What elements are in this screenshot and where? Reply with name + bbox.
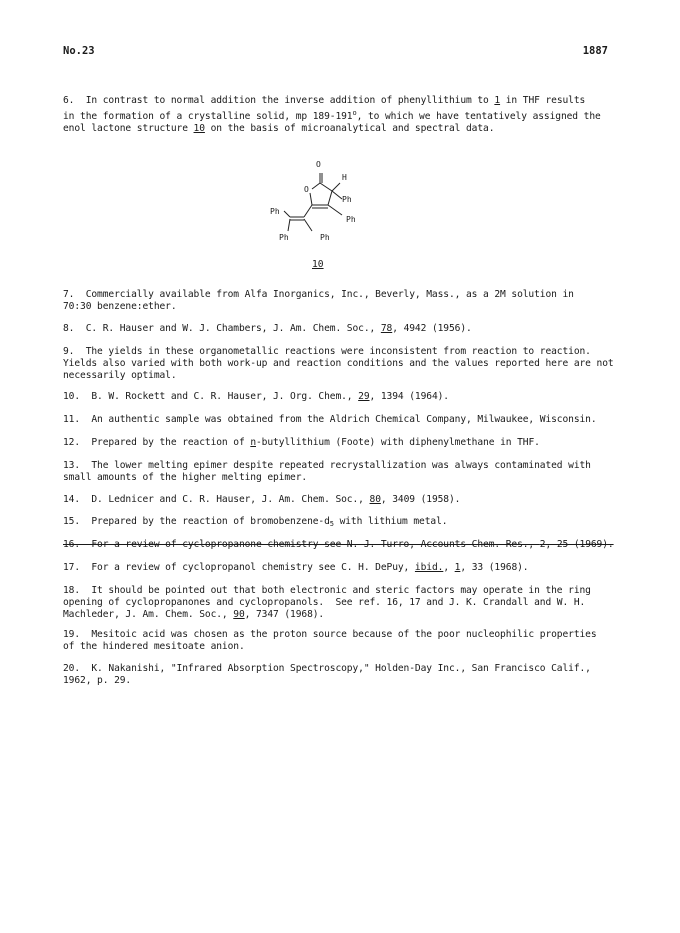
footnote-8-text-b: , 4942 (1956). [392,323,472,334]
footnote-17-text-a: 17. For a review of cyclopropanol chemistry see C. H. DePuy, [63,562,415,573]
footnote-18-volume: 90 [233,609,245,621]
bond-ph-down2 [304,219,312,231]
footnote-20: 20. K. Nakanishi, "Infrared Absorption Spectroscopy," Holden-Day Inc., San Francisco Calif., 1962, p. 29. [63,663,591,687]
footnote-12-text-b: -butyllithium (Foote) with diphenylmethane in THF. [256,437,540,448]
bond-h [332,183,340,191]
bond-ph-down [288,219,290,231]
footnote-10-text-a: 10. B. W. Rockett and C. R. Hauser, J. Org. Chem., [63,391,359,402]
bond-exo [304,205,312,217]
footnote-17-ibid: ibid. [414,562,444,573]
footnote-14-volume: 80 [369,494,381,505]
footnote-17-text-b: , 33 (1968). [460,562,529,573]
issue-number: No.23 [63,45,95,57]
footnote-11: 11. An authentic sample was obtained from the Aldrich Chemical Company, Milwaukee, Wisconsin. [63,414,597,425]
degree-sign: o [352,109,357,118]
phenyl-label-3: Ph [270,207,280,216]
footnote-17-volume: 1 [454,562,461,573]
footnote-9: 9. The yields in these organometallic reactions were inconsistent from reaction to reaction. Yields also varied with both work-up and reaction conditions and the values reported here are not necessarily optimal. [63,346,614,382]
footnote-8-text-a: 8. C. R. Hauser and W. J. Chambers, J. Am. Chem. Soc., [63,323,381,334]
footnote-18 [63,585,623,622]
footnote-7: 7. Commercially available from Alfa Inorganics, Inc., Beverly, Mass., as a 2M solution in 70:30 benzene:ether. [63,289,574,313]
footnote-19: 19. Mesitoic acid was chosen as the proton source because of the poor nucleophilic properties of the hindered mesitoate anion. [63,629,597,653]
compound-ref-10: 10 [193,123,205,135]
hydrogen-label: H [342,173,347,182]
bond-ring-left [310,193,312,205]
carbonyl-oxygen-label: O [316,160,321,169]
bond-ph-right [328,205,342,215]
bond-c-o [320,183,332,191]
bond-ph-left [284,211,290,217]
compound-ref-1: 1 [494,95,501,106]
bond-ring-right [328,191,332,205]
footnote-12 [63,437,623,449]
footnote-6 [63,95,623,136]
footnote-10-volume: 29 [358,391,370,402]
footnote-17 [63,562,623,574]
footnote-10 [63,391,623,403]
bond-o-c [312,183,320,189]
compound-number-10: 10 [312,259,324,270]
page-number: 1887 [582,45,608,57]
footnote-14-text-b: , 3409 (1958). [380,494,461,505]
bond-ph-upper [332,191,342,199]
footnote-8 [63,323,623,335]
footnote-16-volume: 2 [539,539,546,550]
footnote-16 [63,539,623,551]
footnote-8-volume: 78 [380,323,393,334]
phenyl-label-4: Ph [279,233,289,242]
footnote-6-text-f: on the basis of microanalytical and spectral data. [204,123,495,135]
phenyl-label-1: Ph [342,195,352,204]
footnote-15-text-a: 15. Prepared by the reaction of bromobenzene-d [63,516,330,527]
phenyl-label-2: Ph [346,215,356,224]
footnote-6-text-d: , to which we have tentatively assigned the [356,111,601,123]
footnote-6-text-c: in the formation of a crystalline solid, mp 189-191 [63,111,353,123]
ring-oxygen-label: O [304,185,309,194]
footnote-15-text-b: with lithium metal. [333,516,448,527]
footnote-12-text-a: 12. Prepared by the reaction of [63,437,251,448]
footnote-12-n-prefix: n [250,437,256,448]
footnote-15 [63,516,623,530]
footnote-6-text-e: enol lactone structure [63,123,194,135]
footnote-15-subscript: 5 [329,520,334,528]
footnote-18-text-b: , 7347 (1968). [244,609,325,621]
footnote-10-text-b: , 1394 (1964). [369,391,449,402]
footnote-6-text-a: 6. In contrast to normal addition the inverse addition of phenyllithium to [63,95,495,106]
footnote-6-text-b: in THF results [500,95,586,106]
footnote-14 [63,494,623,506]
footnote-16-text-b: , 25 (1969). [545,539,614,550]
footnote-18-text-a: 18. It should be pointed out that both electronic and steric factors may operate in the ring opening of cyclopropanones and cyclopropanols. See ref. 16, 17 and J. K. Crandall and W. H. Machleder, J. Am. Chem. Soc., [63,585,591,621]
footnote-17-comma: , [443,562,455,573]
structure-10-diagram [260,155,380,275]
phenyl-label-5: Ph [320,233,330,242]
footnote-16-text-a: 16. For a review of cyclopropanone chemistry see N. J. Turro, Accounts Chem. Res., [63,539,540,550]
footnote-13: 13. The lower melting epimer despite repeated recrystallization was always contaminated with small amounts of the higher melting epimer. [63,460,591,484]
footnote-14-text-a: 14. D. Lednicer and C. R. Hauser, J. Am. Chem. Soc., [63,494,370,505]
